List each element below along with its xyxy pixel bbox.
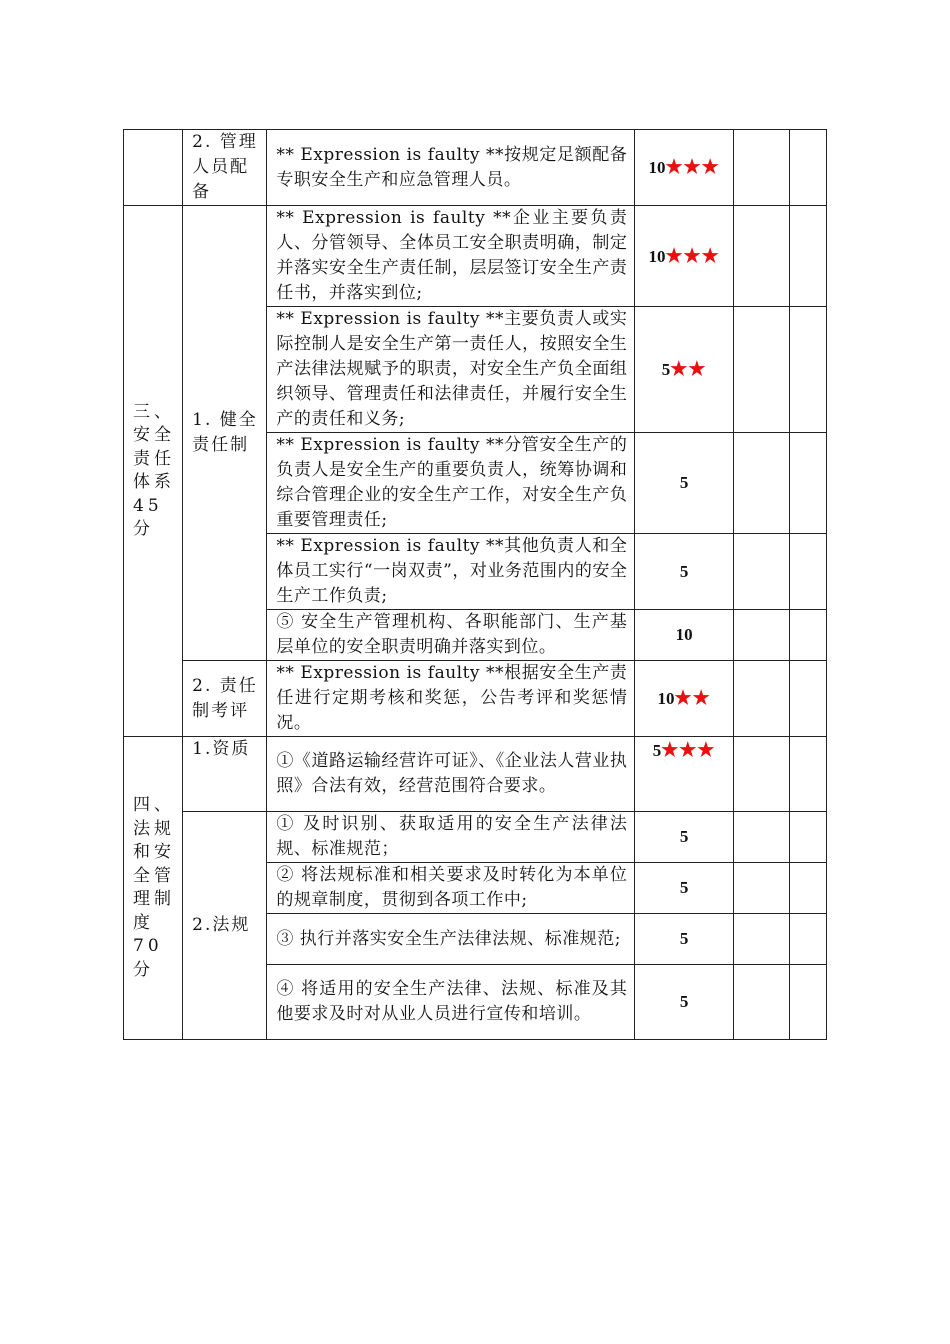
table-row <box>124 812 827 863</box>
score-value: 5 <box>679 878 689 897</box>
blank-cell <box>733 433 789 534</box>
score-value: 5 <box>661 360 671 379</box>
score-cell <box>635 534 733 610</box>
table-row <box>124 737 827 812</box>
blank-cell <box>789 914 826 965</box>
blank-cell <box>733 534 789 610</box>
score-cell <box>635 965 733 1040</box>
blank-cell <box>733 610 789 661</box>
blank-cell <box>789 307 826 433</box>
score-value: 10 <box>648 158 666 177</box>
score-value: 5 <box>679 561 689 581</box>
subitem-resp-system: 1. 健全责任制 <box>183 206 267 661</box>
table-row <box>124 206 827 307</box>
requirement-text: ** Expression is faulty **主要负责人或实际控制人是安全生产第一责任人，按照安全生产法律法规赋予的职责，对安全生产负全面组织领导、管理责任和法律责任，并履行安全生产的责任和义务; <box>267 307 635 433</box>
star-rating-icon: ★★ <box>670 359 707 380</box>
blank-cell <box>789 863 826 914</box>
blank-cell <box>733 130 789 206</box>
score-cell <box>635 863 733 914</box>
section-label-3: 三、安全责任体系45分 <box>124 206 183 737</box>
score-cell <box>635 812 733 863</box>
score-cell <box>635 737 733 812</box>
section-label-4: 四、法规和安全管理制度70分 <box>124 737 183 1040</box>
star-rating-icon: ★★★ <box>665 157 720 178</box>
score-value: 5 <box>652 741 662 760</box>
blank-cell <box>789 433 826 534</box>
blank-cell <box>789 965 826 1040</box>
section-cell-empty <box>124 130 183 206</box>
requirement-text: ④ 将适用的安全生产法律、法规、标准及其他要求及时对从业人员进行宣传和培训。 <box>267 965 635 1040</box>
blank-cell <box>789 534 826 610</box>
blank-cell <box>789 130 826 206</box>
requirement-text: ① 及时识别、获取适用的安全生产法律法规、标准规范； <box>267 812 635 863</box>
requirement-text: ①《道路运输经营许可证》、《企业法人营业执照》合法有效，经营范围符合要求。 <box>267 737 635 812</box>
score-cell <box>635 610 733 661</box>
blank-cell <box>733 812 789 863</box>
subitem-mgmt-staff: 2. 管理人员配备 <box>183 130 267 206</box>
score-cell <box>635 206 733 307</box>
star-rating-icon: ★★★ <box>665 245 720 267</box>
evaluation-table <box>123 129 827 1040</box>
requirement-text: ** Expression is faulty **其他负责人和全体员工实行“一岗双责”，对业务范围内的安全生产工作负责; <box>267 534 635 610</box>
score-value: 5 <box>679 992 689 1011</box>
star-rating-icon: ★★ <box>674 688 711 709</box>
score-cell <box>635 433 733 534</box>
blank-cell <box>733 965 789 1040</box>
blank-cell <box>789 206 826 307</box>
score-cell <box>635 130 733 206</box>
subitem-resp-eval: 2. 责任制考评 <box>183 661 267 737</box>
requirement-text: ③ 执行并落实安全生产法律法规、标准规范; <box>267 914 635 965</box>
score-value: 5 <box>679 827 689 846</box>
score-value: 10 <box>648 246 666 266</box>
requirement-text: ② 将法规标准和相关要求及时转化为本单位的规章制度，贯彻到各项工作中; <box>267 863 635 914</box>
table-row <box>124 130 827 206</box>
requirement-text: ** Expression is faulty **企业主要负责人、分管领导、全体员工安全职责明确，制定并落实安全生产责任制，层层签订安全生产责任书，并落实到位; <box>267 206 635 307</box>
blank-cell <box>733 307 789 433</box>
subitem-qualification: 1.资质 <box>183 737 267 812</box>
blank-cell <box>789 610 826 661</box>
score-value: 5 <box>679 473 689 492</box>
requirement-text: ** Expression is faulty **按规定足额配备专职安全生产和应急管理人员。 <box>267 130 635 206</box>
blank-cell <box>789 661 826 737</box>
score-value: 10 <box>675 625 693 644</box>
score-value: 5 <box>679 929 689 948</box>
blank-cell <box>733 737 789 812</box>
score-cell <box>635 307 733 433</box>
score-value: 10 <box>657 689 675 708</box>
star-rating-icon: ★★★ <box>661 740 716 761</box>
blank-cell <box>789 737 826 812</box>
blank-cell <box>789 812 826 863</box>
requirement-text: ⑤ 安全生产管理机构、各职能部门、生产基层单位的安全职责明确并落实到位。 <box>267 610 635 661</box>
table-row <box>124 661 827 737</box>
blank-cell <box>733 661 789 737</box>
subitem-regulations: 2.法规 <box>183 812 267 1040</box>
requirement-text: ** Expression is faulty **分管安全生产的负责人是安全生产的重要负责人，统筹协调和综合管理企业的安全生产工作，对安全生产负重要管理责任; <box>267 433 635 534</box>
blank-cell <box>733 206 789 307</box>
blank-cell <box>733 863 789 914</box>
blank-cell <box>733 914 789 965</box>
requirement-text: ** Expression is faulty **根据安全生产责任进行定期考核和奖惩，公告考评和奖惩情况。 <box>267 661 635 737</box>
score-cell <box>635 661 733 737</box>
score-cell <box>635 914 733 965</box>
